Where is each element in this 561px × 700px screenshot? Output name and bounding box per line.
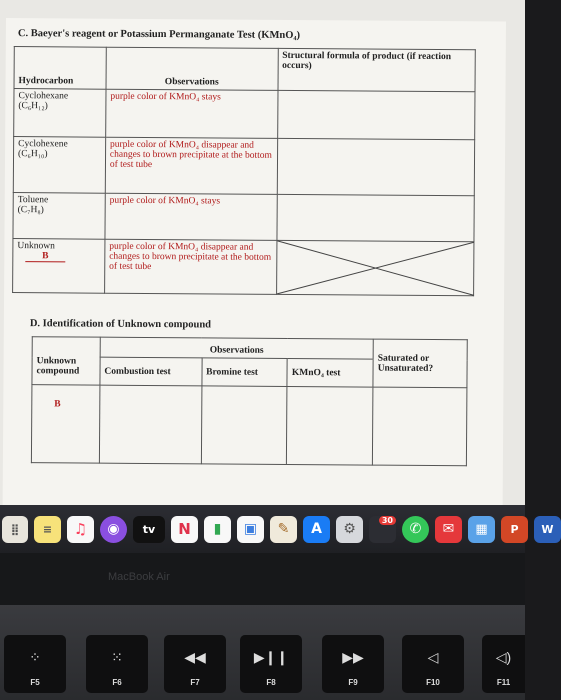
hydrocarbon-formula: (C₇H₈) [17,205,44,216]
word-letter: W [541,522,554,536]
key-label: F5 [30,678,40,687]
section-d-title: D. Identification of Unknown compound [29,318,212,331]
observation-cell: purple color of KMnO₄ disappear and changes to brown precipitate at the bottom of test tube [104,239,276,294]
observation-cell: purple color of KMnO₄ stays [105,193,277,240]
key-label: F10 [426,678,440,687]
header-kmno4-test: KMnO₄ test [287,358,373,387]
table-row [13,193,474,242]
pages-icon[interactable]: ✎ [270,516,297,543]
key-f6[interactable] [86,635,148,693]
hydrocarbon-name: Cyclohexane [18,91,69,102]
hydrocarbon-formula: (C₆H₁₀) [18,149,48,160]
key-f7[interactable] [164,635,226,693]
structural-formula-cell[interactable] [276,194,474,241]
tv-label: tv [142,522,156,536]
key-label: F8 [266,678,276,687]
header-bromine-test: Bromine test [202,358,288,387]
numbers-icon[interactable]: ▮ [204,516,231,543]
header-observations: Observations [106,47,278,90]
saturated-cell[interactable] [373,387,467,466]
key-label: F6 [112,678,122,687]
document-page [3,18,506,508]
dictation-icon: ⁘ [29,649,41,665]
key-label: F11 [496,678,511,687]
calendar-icon[interactable] [369,516,396,543]
keynote-icon[interactable]: ▣ [237,516,264,543]
kmno4-test-cell[interactable] [287,386,373,465]
unknown-identification-table [31,336,468,466]
hydrocarbon-name: Unknown [17,241,55,252]
laptop-brand-label: MacBook Air [108,571,170,583]
powerpoint-icon[interactable] [501,516,528,543]
key-label: F7 [190,678,200,687]
dock [0,505,554,553]
observation-cell: purple color of KMnO₄ stays [106,89,278,138]
volume-down-icon: ◁) [495,649,512,665]
laptop-bezel [0,553,525,605]
structural-formula-cell[interactable] [277,138,475,195]
kmno4-test-table [12,46,476,296]
structural-formula-cell[interactable] [277,90,475,139]
function-key-row [0,605,525,700]
rewind-icon: ◀◀ [184,649,206,665]
fast-forward-icon: ▶▶ [342,649,364,665]
key-f8[interactable] [240,635,302,693]
powerpoint-letter: P [510,522,519,536]
combustion-test-cell[interactable] [99,385,201,464]
calendar-badge: 30 [379,516,396,525]
cross-out-icon [277,241,474,295]
unknown-label: B [25,251,65,262]
key-f10[interactable] [402,635,464,693]
header-hydrocarbon: Hydrocarbon [14,47,106,90]
table-row [31,385,467,466]
app-store-icon[interactable]: A [303,516,330,543]
table-row [14,89,475,140]
word-icon[interactable] [534,516,561,543]
header-observations: Observations [100,337,373,359]
header-saturated: Saturated or Unsaturated? [373,339,467,388]
launchpad-icon[interactable]: ⣿ [2,516,28,543]
key-f11[interactable] [482,635,525,693]
system-preferences-icon[interactable]: ⚙ [336,516,363,543]
podcasts-icon[interactable]: ◉ [100,516,127,543]
bromine-test-cell[interactable] [201,386,287,465]
notes-icon[interactable]: ≡ [34,516,61,543]
news-icon[interactable]: N [171,516,198,543]
hydrocarbon-name: Cyclohexene [18,139,68,150]
mail-icon[interactable]: ✉ [435,516,462,543]
header-unknown-compound: Unknown compound [32,337,100,385]
preview-icon[interactable]: ▦ [468,516,495,543]
whatsapp-icon[interactable]: ✆ [402,516,429,543]
play-pause-icon: ▶❙❙ [253,649,289,665]
hydrocarbon-formula: (C₆H₁₂) [18,101,48,112]
key-label: F9 [348,678,358,687]
table-row [13,239,474,296]
section-c-title: C. Baeyer's reagent or Potassium Permanganate Test (KMnO₄) [17,28,301,42]
music-icon[interactable]: ♫ [67,516,94,543]
header-structural-formula: Structural formula of product (if reaction occurs) [278,48,476,91]
observation-cell: purple color of KMnO₄ disappear and changes to brown precipitate at the bottom of test tube [105,137,277,194]
table-row [13,137,474,196]
mute-icon: ◁ [427,649,439,665]
crossed-out-cell [276,240,474,295]
header-combustion-test: Combustion test [100,357,202,386]
apple-tv-icon[interactable] [133,516,165,543]
dnd-icon: ⁙ [111,649,123,665]
hydrocarbon-name: Toluene [17,195,49,206]
key-f9[interactable] [322,635,384,693]
key-f5[interactable] [4,635,66,693]
unknown-compound-cell: B [31,385,99,463]
